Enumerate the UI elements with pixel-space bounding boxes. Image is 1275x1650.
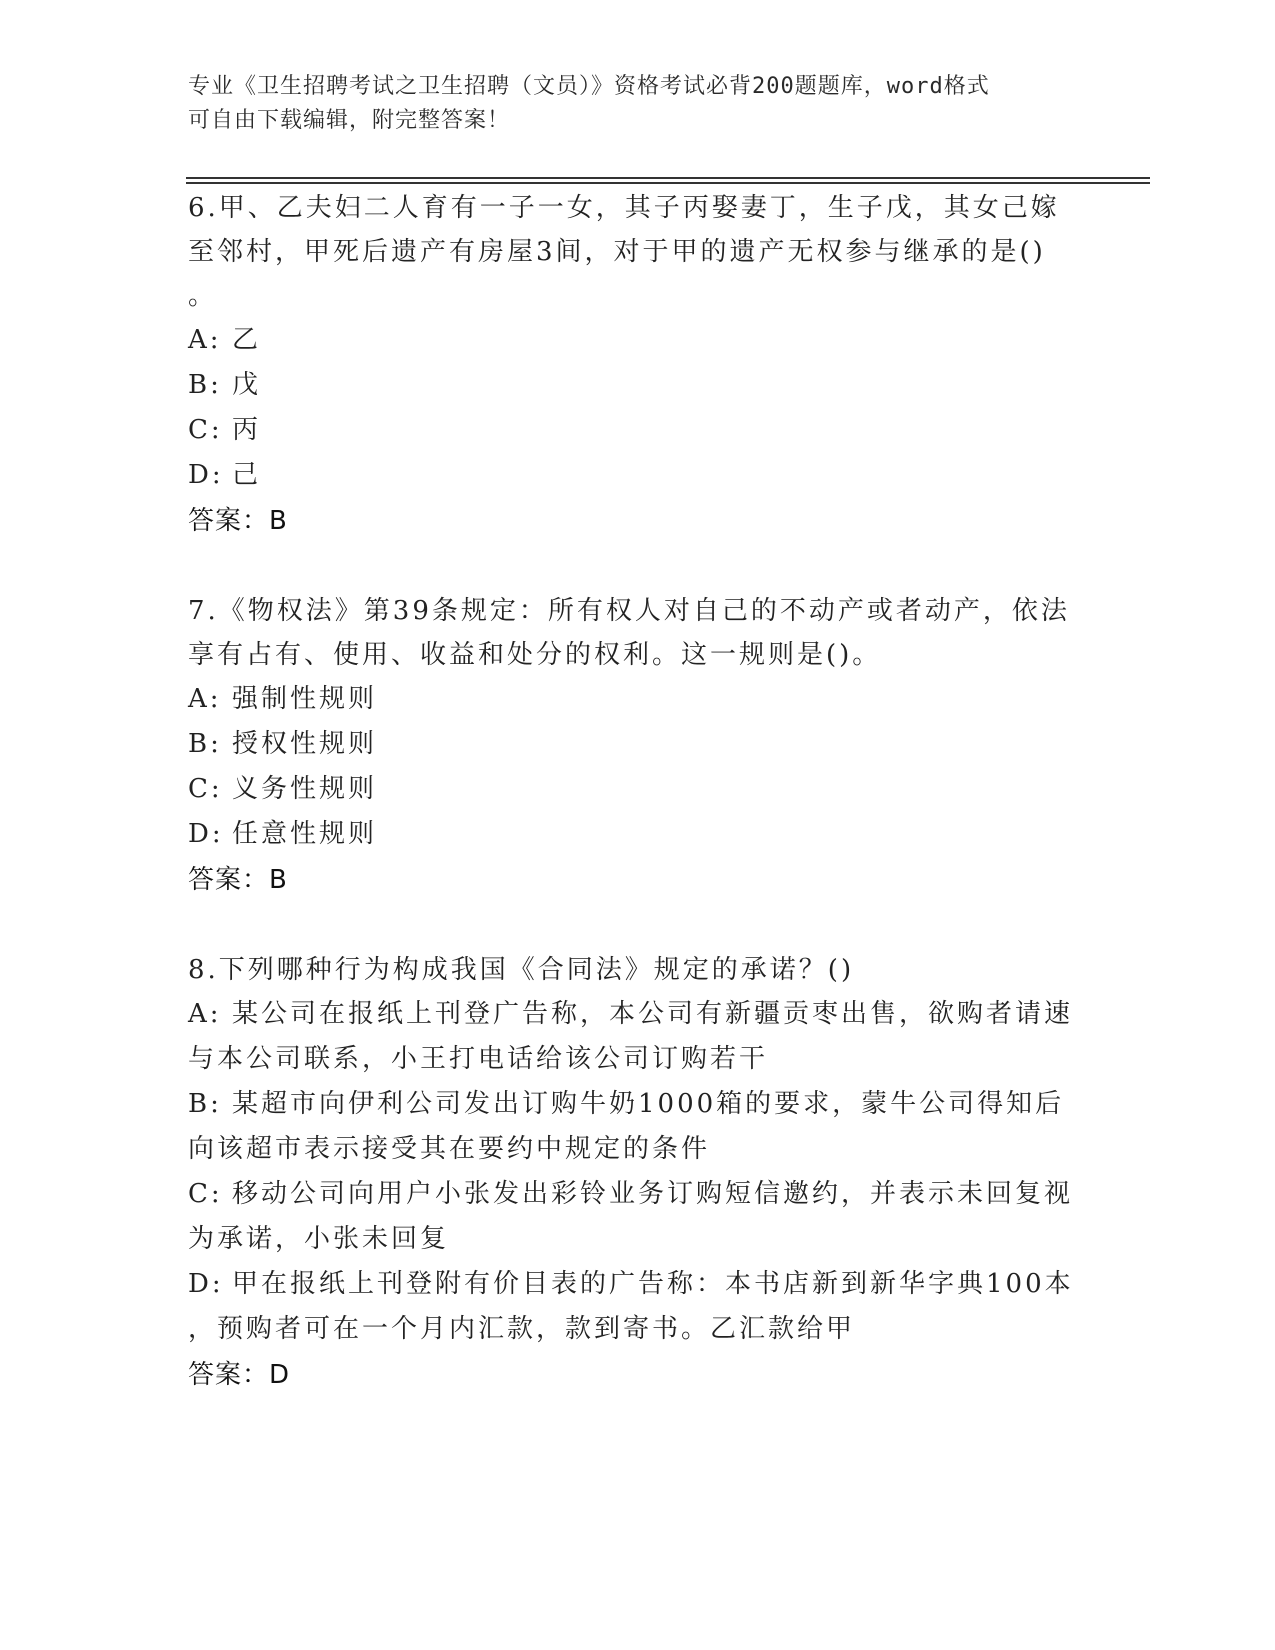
option-c bbox=[188, 767, 1088, 812]
option-key: A: bbox=[188, 999, 222, 1029]
option-text: 丙 bbox=[232, 415, 262, 445]
option-key: D: bbox=[188, 460, 224, 490]
option-c bbox=[188, 1172, 1088, 1217]
option-b-continued: 向该超市表示接受其在要约中规定的条件 bbox=[188, 1134, 711, 1164]
option-key: C: bbox=[188, 415, 223, 445]
option-text: 授权性规则 bbox=[232, 729, 378, 759]
option-text: 甲在报纸上刊登附有价目表的广告称：本书店新到新华字典100本 bbox=[232, 1269, 1074, 1299]
option-key: B: bbox=[188, 1089, 222, 1119]
header-divider-top bbox=[186, 177, 1150, 179]
header-divider-bottom bbox=[186, 182, 1150, 184]
question-stem-line: 享有占有、使用、收益和处分的权利。这一规则是()。 bbox=[188, 640, 882, 670]
option-b bbox=[188, 722, 1088, 767]
question-stem-line: 至邻村，甲死后遗产有房屋3间，对于甲的遗产无权参与继承的是() bbox=[188, 237, 1046, 267]
option-d bbox=[188, 1262, 1088, 1307]
answer-label: 答案：B bbox=[188, 506, 288, 536]
option-a bbox=[188, 992, 1088, 1037]
option-c bbox=[188, 408, 1088, 453]
option-key: D: bbox=[188, 819, 224, 849]
option-key: A: bbox=[188, 684, 222, 714]
option-b bbox=[188, 1082, 1088, 1127]
option-d bbox=[188, 812, 1088, 857]
question-stem-line: 6.甲、乙夫妇二人育有一子一女，其子丙娶妻丁，生子戊，其女己嫁 bbox=[188, 193, 1060, 223]
header-line-1: 专业《卫生招聘考试之卫生招聘（文员）》资格考试必背200题题库，word格式 bbox=[188, 74, 990, 99]
option-text: 移动公司向用户小张发出彩铃业务订购短信邀约，并表示未回复视 bbox=[232, 1179, 1074, 1209]
question-stem-line: 。 bbox=[188, 281, 218, 311]
option-a bbox=[188, 677, 1088, 722]
option-b bbox=[188, 363, 1088, 408]
option-key: A: bbox=[188, 325, 222, 355]
option-a-continued: 与本公司联系，小王打电话给该公司订购若干 bbox=[188, 1044, 769, 1074]
answer-label: 答案：D bbox=[188, 1360, 291, 1390]
answer-label: 答案：B bbox=[188, 865, 288, 895]
question-stem-line: 7.《物权法》第39条规定：所有权人对自己的不动产或者动产，依法 bbox=[188, 596, 1070, 626]
header-line-2: 可自由下载编辑，附完整答案！ bbox=[188, 108, 511, 133]
option-text: 某超市向伊利公司发出订购牛奶1000箱的要求，蒙牛公司得知后 bbox=[232, 1089, 1065, 1119]
option-key: C: bbox=[188, 1179, 223, 1209]
option-d-continued: ，预购者可在一个月内汇款，款到寄书。乙汇款给甲 bbox=[188, 1314, 856, 1344]
option-key: B: bbox=[188, 729, 222, 759]
option-key: D: bbox=[188, 1269, 224, 1299]
option-c-continued: 为承诺，小张未回复 bbox=[188, 1224, 450, 1254]
option-key: C: bbox=[188, 774, 223, 804]
question-7 bbox=[188, 589, 1088, 903]
question-8 bbox=[188, 948, 1088, 1398]
option-text: 己 bbox=[232, 460, 262, 490]
option-key: B: bbox=[188, 370, 222, 400]
option-text: 乙 bbox=[232, 325, 262, 355]
option-text: 某公司在报纸上刊登广告称，本公司有新疆贡枣出售，欲购者请速 bbox=[232, 999, 1074, 1029]
option-text: 戊 bbox=[232, 370, 262, 400]
option-text: 强制性规则 bbox=[232, 684, 378, 714]
option-a bbox=[188, 318, 1088, 363]
question-stem-line: 8.下列哪种行为构成我国《合同法》规定的承诺？() bbox=[188, 955, 855, 985]
option-d bbox=[188, 453, 1088, 498]
document-header bbox=[188, 70, 1088, 138]
option-text: 任意性规则 bbox=[232, 819, 378, 849]
question-6 bbox=[188, 186, 1088, 544]
option-text: 义务性规则 bbox=[232, 774, 378, 804]
question-list bbox=[188, 186, 1088, 1398]
